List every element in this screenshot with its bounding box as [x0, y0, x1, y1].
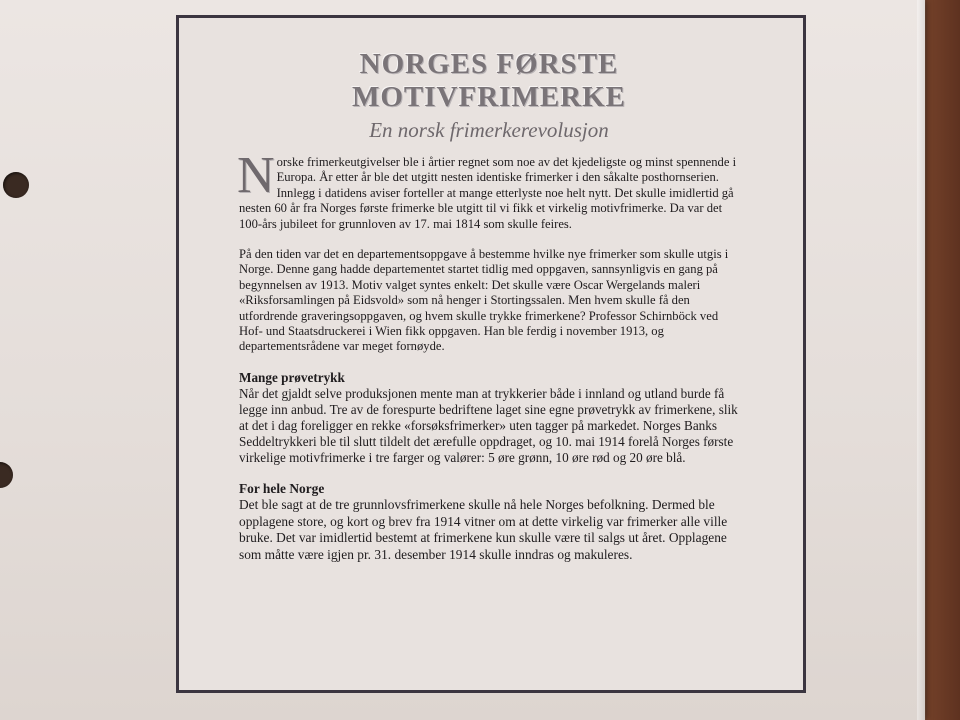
title-line-2: MOTIVFRIMERKE — [352, 81, 626, 113]
intro-paragraph — [237, 147, 739, 232]
binder-hole — [0, 462, 13, 488]
page-subtitle: En norsk frimerkerevolusjon — [369, 118, 609, 142]
section-for-hele-norge — [239, 481, 739, 563]
intro-text: orske frimerkeutgivelser ble i årtier regnet som noe av det kjedeligste og minst spennende i Europa. År etter år ble det utgitt nesten identiske frimerker i den såkalte posthornserien. Innlegg i datidens aviser forteller at mange etterlyste noe helt nytt. Det skulle imidlertid gå nesten 60 år fra Norges første frimerke ble utgitt til vi fikk et virkelig motivfrimerke. Da var det 100-års jubileet for grunnloven av 17. mai 1814 som skulle feires. — [239, 155, 737, 231]
paragraph-2: På den tiden var det en departementsoppgave å bestemme hvilke nye frimerker som skulle utgis i Norge. Denne gang hadde departementet startet tidlig med oppgaven, sannsynligvis en gang på begynnelsen av 1913. Motiv valget syntes enkelt: Det skulle være Oscar Wergelands maleri «Riksforsamlingen på Eidsvold» som nå henger i Stortingssalen. Men hvem skulle få den utfordrende graveringsoppgaven, og hvem skulle trykke frimerkene? Professor Schirnböck ved Hof- und Staatsdruckerei i Wien fikk oppgaven. Han ble ferdig i november 1913, og departementsrådene var meget fornøyde. — [239, 247, 729, 354]
page-title — [239, 48, 739, 114]
section-paragraph: Når det gjaldt selve produksjonen mente man at trykkerier både i innland og utland burde få legge inn anbud. Tre av de forespurte bedriftene laget sine egne prøvetrykk av frimerkene, slik at det i dag foreligger en rekke «forsøksfrimerker» uten tagger på markedet. Norges Banks Seddeltrykkeri ble til slutt tildelt det ærefulle oppdraget, og 10. mai 1914 forelå Norges første virkelige motivfrimerke i tre farger og valører: 5 øre grønn, 10 øre rød og 20 øre blå. — [239, 385, 738, 465]
drop-cap: N — [237, 147, 275, 204]
title-line-1: NORGES FØRSTE — [359, 48, 619, 80]
section-heading: Mange prøvetrykk — [239, 369, 345, 385]
article — [239, 48, 739, 578]
section-mange-provetrykk — [239, 370, 739, 466]
section-heading: For hele Norge — [239, 480, 325, 496]
binder-hole — [3, 172, 29, 198]
text-frame — [176, 15, 806, 693]
section-paragraph: Det ble sagt at de tre grunnlovsfrimerkene skulle nå hele Norges befolkning. Dermed ble opplagene store, og kort og brev fra 1914 vitner om at dette virkelig var frimerker alle ville bruke. Det var imidlertid bestemt at frimerkene kun skulle være til salgs ut året. Opplagene som måtte være igjen pr. 31. desember 1914 skulle inndras og makuleres. — [239, 497, 728, 562]
